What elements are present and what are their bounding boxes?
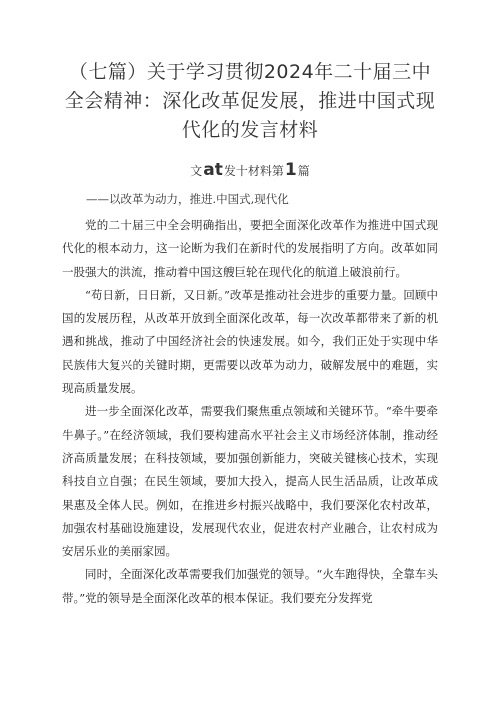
title-line: 全会精神：深化改革促发展，推进中国式现 [64, 90, 436, 112]
section-heading-emph: at [203, 160, 223, 180]
title-line: 代化的发言材料 [181, 119, 319, 141]
section-subtitle: ——以改革为动力，推进.中国式,现代化 [86, 192, 289, 206]
document-body [62, 214, 438, 610]
section-heading-number: 1 [284, 160, 297, 180]
section-heading [0, 160, 500, 180]
body-paragraph: 进一步全面深化改革，需要我们聚焦重点领域和关键环节。“牵牛要牵牛鼻子。”在经济领域，我们要构建高水平社会主义市场经济体制，推动经济高质量发展；在科技领域，要加强创新能力，突破关键核心技术，实现科技自立自强；在民生领域，要加大投入，提高人民生活品质，让改革成果惠及全体人民。例如，在推进乡村振兴战略中，我们要深化农村改革，加强农村基础设施建设，发展现代农业，促进农村产业融合，让农村成为安居乐业的美丽家园。 [62, 404, 438, 559]
title-line: （七篇）关于学习贯彻2024年二十届三中 [68, 61, 432, 83]
body-paragraph: “苟日新，日日新，又日新。”改革是推动社会进步的重要力量。回顾中国的发展历程，从改革开放到全面深化改革，每一次改革都带来了新的机遇和挑战，推动了中国经济社会的快速发展。如今，我们正处于实现中华民族伟大复兴的关键时期，更需要以改革为动力，破解发展中的难题，实现高质量发展。 [62, 287, 438, 396]
body-paragraph: 同时，全面深化改革需要我们加强党的领导。“火车跑得快，全靠车头带。”党的领导是全面深化改革的根本保证。我们要充分发挥党 [62, 567, 438, 605]
body-paragraph: 党的二十届三中全会明确指出，要把全面深化改革作为推进中国式现代化的根本动力，这一论断为我们在新时代的发展指明了方向。改革如同一股强大的洪流，推动着中国这艘巨轮在现代化的航道上破浪前行。 [62, 218, 438, 279]
section-heading-suffix: 篇 [297, 164, 310, 178]
document-title [60, 58, 440, 145]
section-heading-mid: 发十材料第 [223, 164, 284, 178]
section-heading-prefix: 文 [190, 164, 203, 178]
